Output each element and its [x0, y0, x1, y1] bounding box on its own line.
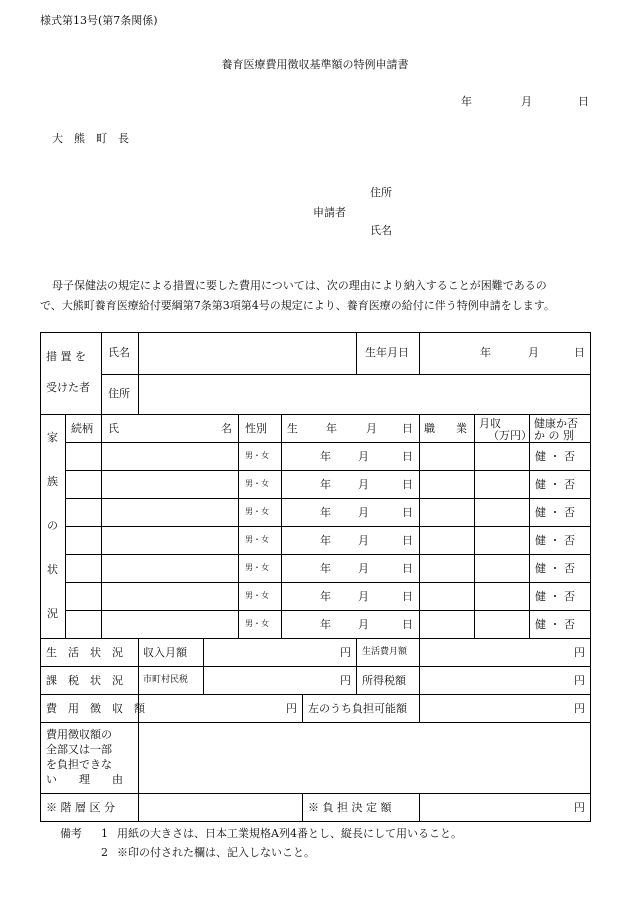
- row-year: 年: [320, 618, 331, 631]
- date-year: 年: [461, 95, 472, 108]
- family-section-char-2: 族: [47, 475, 58, 488]
- date-day: 日: [578, 95, 589, 108]
- family-header-health-1: 健康か否: [534, 417, 578, 430]
- family-header-occupation-2: 業: [456, 422, 467, 435]
- family-header-income-1: 月収: [479, 417, 501, 430]
- health-choice[interactable]: 健 ・ 否: [535, 450, 575, 463]
- sex-choice[interactable]: 男・女: [245, 479, 269, 488]
- family-header-sex: 性別: [245, 422, 267, 435]
- row-day: 日: [402, 506, 413, 519]
- decision-amount-yen: 円: [574, 801, 585, 814]
- family-header-health-2: か の 別: [534, 429, 574, 442]
- reason-label-3: を負担できな: [46, 758, 112, 771]
- family-header-dob-1: 生: [287, 422, 298, 435]
- sex-choice[interactable]: 男・女: [245, 451, 269, 460]
- family-section-char-5: 況: [47, 607, 58, 620]
- date-month: 月: [521, 95, 532, 108]
- row-day: 日: [402, 450, 413, 463]
- body-text-line-2: で、大熊町養育医療給付要綱第7条第3項第4号の規定により、養育医療の給付に伴う特例申請をします。: [40, 299, 555, 312]
- tax-status-label: 課 税 状 況: [46, 674, 123, 687]
- row-year: 年: [320, 562, 331, 575]
- reason-label-1: 費用徴収額の: [46, 728, 112, 741]
- monthly-income-label: 収入月額: [143, 646, 187, 659]
- applicant-label: 申請者: [313, 206, 346, 219]
- health-choice[interactable]: 健 ・ 否: [535, 618, 575, 631]
- row-month: 月: [358, 478, 369, 491]
- notes-prefix: 備考: [60, 827, 82, 840]
- row-day: 日: [402, 562, 413, 575]
- page-title: 養育医療費用徴収基準額の特例申請書: [221, 58, 409, 71]
- sex-choice[interactable]: 男・女: [245, 619, 269, 628]
- row-year: 年: [320, 534, 331, 547]
- family-header-dob-4: 日: [402, 422, 413, 435]
- living-status-label: 生 活 状 況: [46, 646, 123, 659]
- tier-label: ※ 階 層 区 分: [46, 801, 115, 814]
- income-tax-label: 所得税額: [362, 674, 406, 687]
- patient-label-1: 措 置 を: [46, 350, 86, 363]
- row-month: 月: [358, 590, 369, 603]
- sex-choice[interactable]: 男・女: [245, 591, 269, 600]
- health-choice[interactable]: 健 ・ 否: [535, 562, 575, 575]
- family-section-char-1: 家: [47, 431, 58, 444]
- family-header-occupation-1: 職: [424, 422, 435, 435]
- addressee: 大 熊 町 長: [52, 132, 129, 145]
- row-month: 月: [358, 562, 369, 575]
- fee-possible-label: 左のうち負担可能額: [308, 702, 407, 715]
- family-section-char-3: の: [47, 519, 58, 532]
- applicant-address-label: 住所: [370, 186, 392, 199]
- income-tax-yen: 円: [574, 674, 585, 687]
- patient-label-2: 受けた者: [46, 381, 90, 394]
- fee-yen: 円: [286, 702, 297, 715]
- family-header-income-2: （万円）: [488, 429, 532, 442]
- family-section-char-4: 状: [47, 563, 58, 576]
- row-month: 月: [358, 450, 369, 463]
- row-day: 日: [402, 618, 413, 631]
- form-number: 様式第13号(第7条関係): [40, 14, 158, 27]
- fee-label: 費 用 徴 収 額: [46, 702, 145, 715]
- row-month: 月: [358, 618, 369, 631]
- row-day: 日: [402, 590, 413, 603]
- patient-dob-label: 生年月日: [365, 346, 409, 359]
- patient-dob-day: 日: [574, 346, 585, 359]
- row-day: 日: [402, 534, 413, 547]
- municipal-tax-yen: 円: [340, 674, 351, 687]
- reason-label-2: 全部又は一部: [46, 743, 112, 756]
- row-day: 日: [402, 478, 413, 491]
- monthly-income-yen: 円: [340, 646, 351, 659]
- fee-possible-yen: 円: [574, 702, 585, 715]
- family-header-relation: 続柄: [71, 422, 93, 435]
- sex-choice[interactable]: 男・女: [245, 507, 269, 516]
- living-cost-yen: 円: [574, 646, 585, 659]
- patient-dob-year: 年: [480, 346, 491, 359]
- health-choice[interactable]: 健 ・ 否: [535, 590, 575, 603]
- patient-dob-month: 月: [528, 346, 539, 359]
- municipal-tax-label: 市町村民税: [143, 675, 189, 685]
- row-month: 月: [358, 506, 369, 519]
- family-header-dob-2: 年: [326, 422, 337, 435]
- patient-name-label: 氏名: [108, 346, 130, 359]
- living-cost-label: 生活費月額: [362, 647, 408, 657]
- row-month: 月: [358, 534, 369, 547]
- family-header-name-right: 名: [221, 422, 232, 435]
- sex-choice[interactable]: 男・女: [245, 563, 269, 572]
- health-choice[interactable]: 健 ・ 否: [535, 506, 575, 519]
- row-year: 年: [320, 478, 331, 491]
- note-2-number: 2: [101, 846, 108, 859]
- row-year: 年: [320, 506, 331, 519]
- reason-label-4: い 理 由: [46, 773, 123, 786]
- family-header-dob-3: 月: [366, 422, 377, 435]
- row-year: 年: [320, 450, 331, 463]
- note-1-number: 1: [101, 827, 108, 840]
- applicant-name-label: 氏名: [370, 224, 392, 237]
- health-choice[interactable]: 健 ・ 否: [535, 534, 575, 547]
- decision-amount-label: ※ 負 担 決 定 額: [308, 801, 392, 814]
- family-header-name-left: 氏: [108, 422, 119, 435]
- note-2-text: ※印の付された欄は、記入しないこと。: [117, 846, 315, 859]
- health-choice[interactable]: 健 ・ 否: [535, 478, 575, 491]
- sex-choice[interactable]: 男・女: [245, 535, 269, 544]
- patient-address-label: 住所: [108, 387, 130, 400]
- body-text-line-1: 母子保健法の規定による措置に要した費用については、次の理由により納入することが困難であるの: [52, 279, 547, 292]
- row-year: 年: [320, 590, 331, 603]
- note-1-text: 用紙の大きさは、日本工業規格A列4番とし、縦長にして用いること。: [117, 827, 462, 840]
